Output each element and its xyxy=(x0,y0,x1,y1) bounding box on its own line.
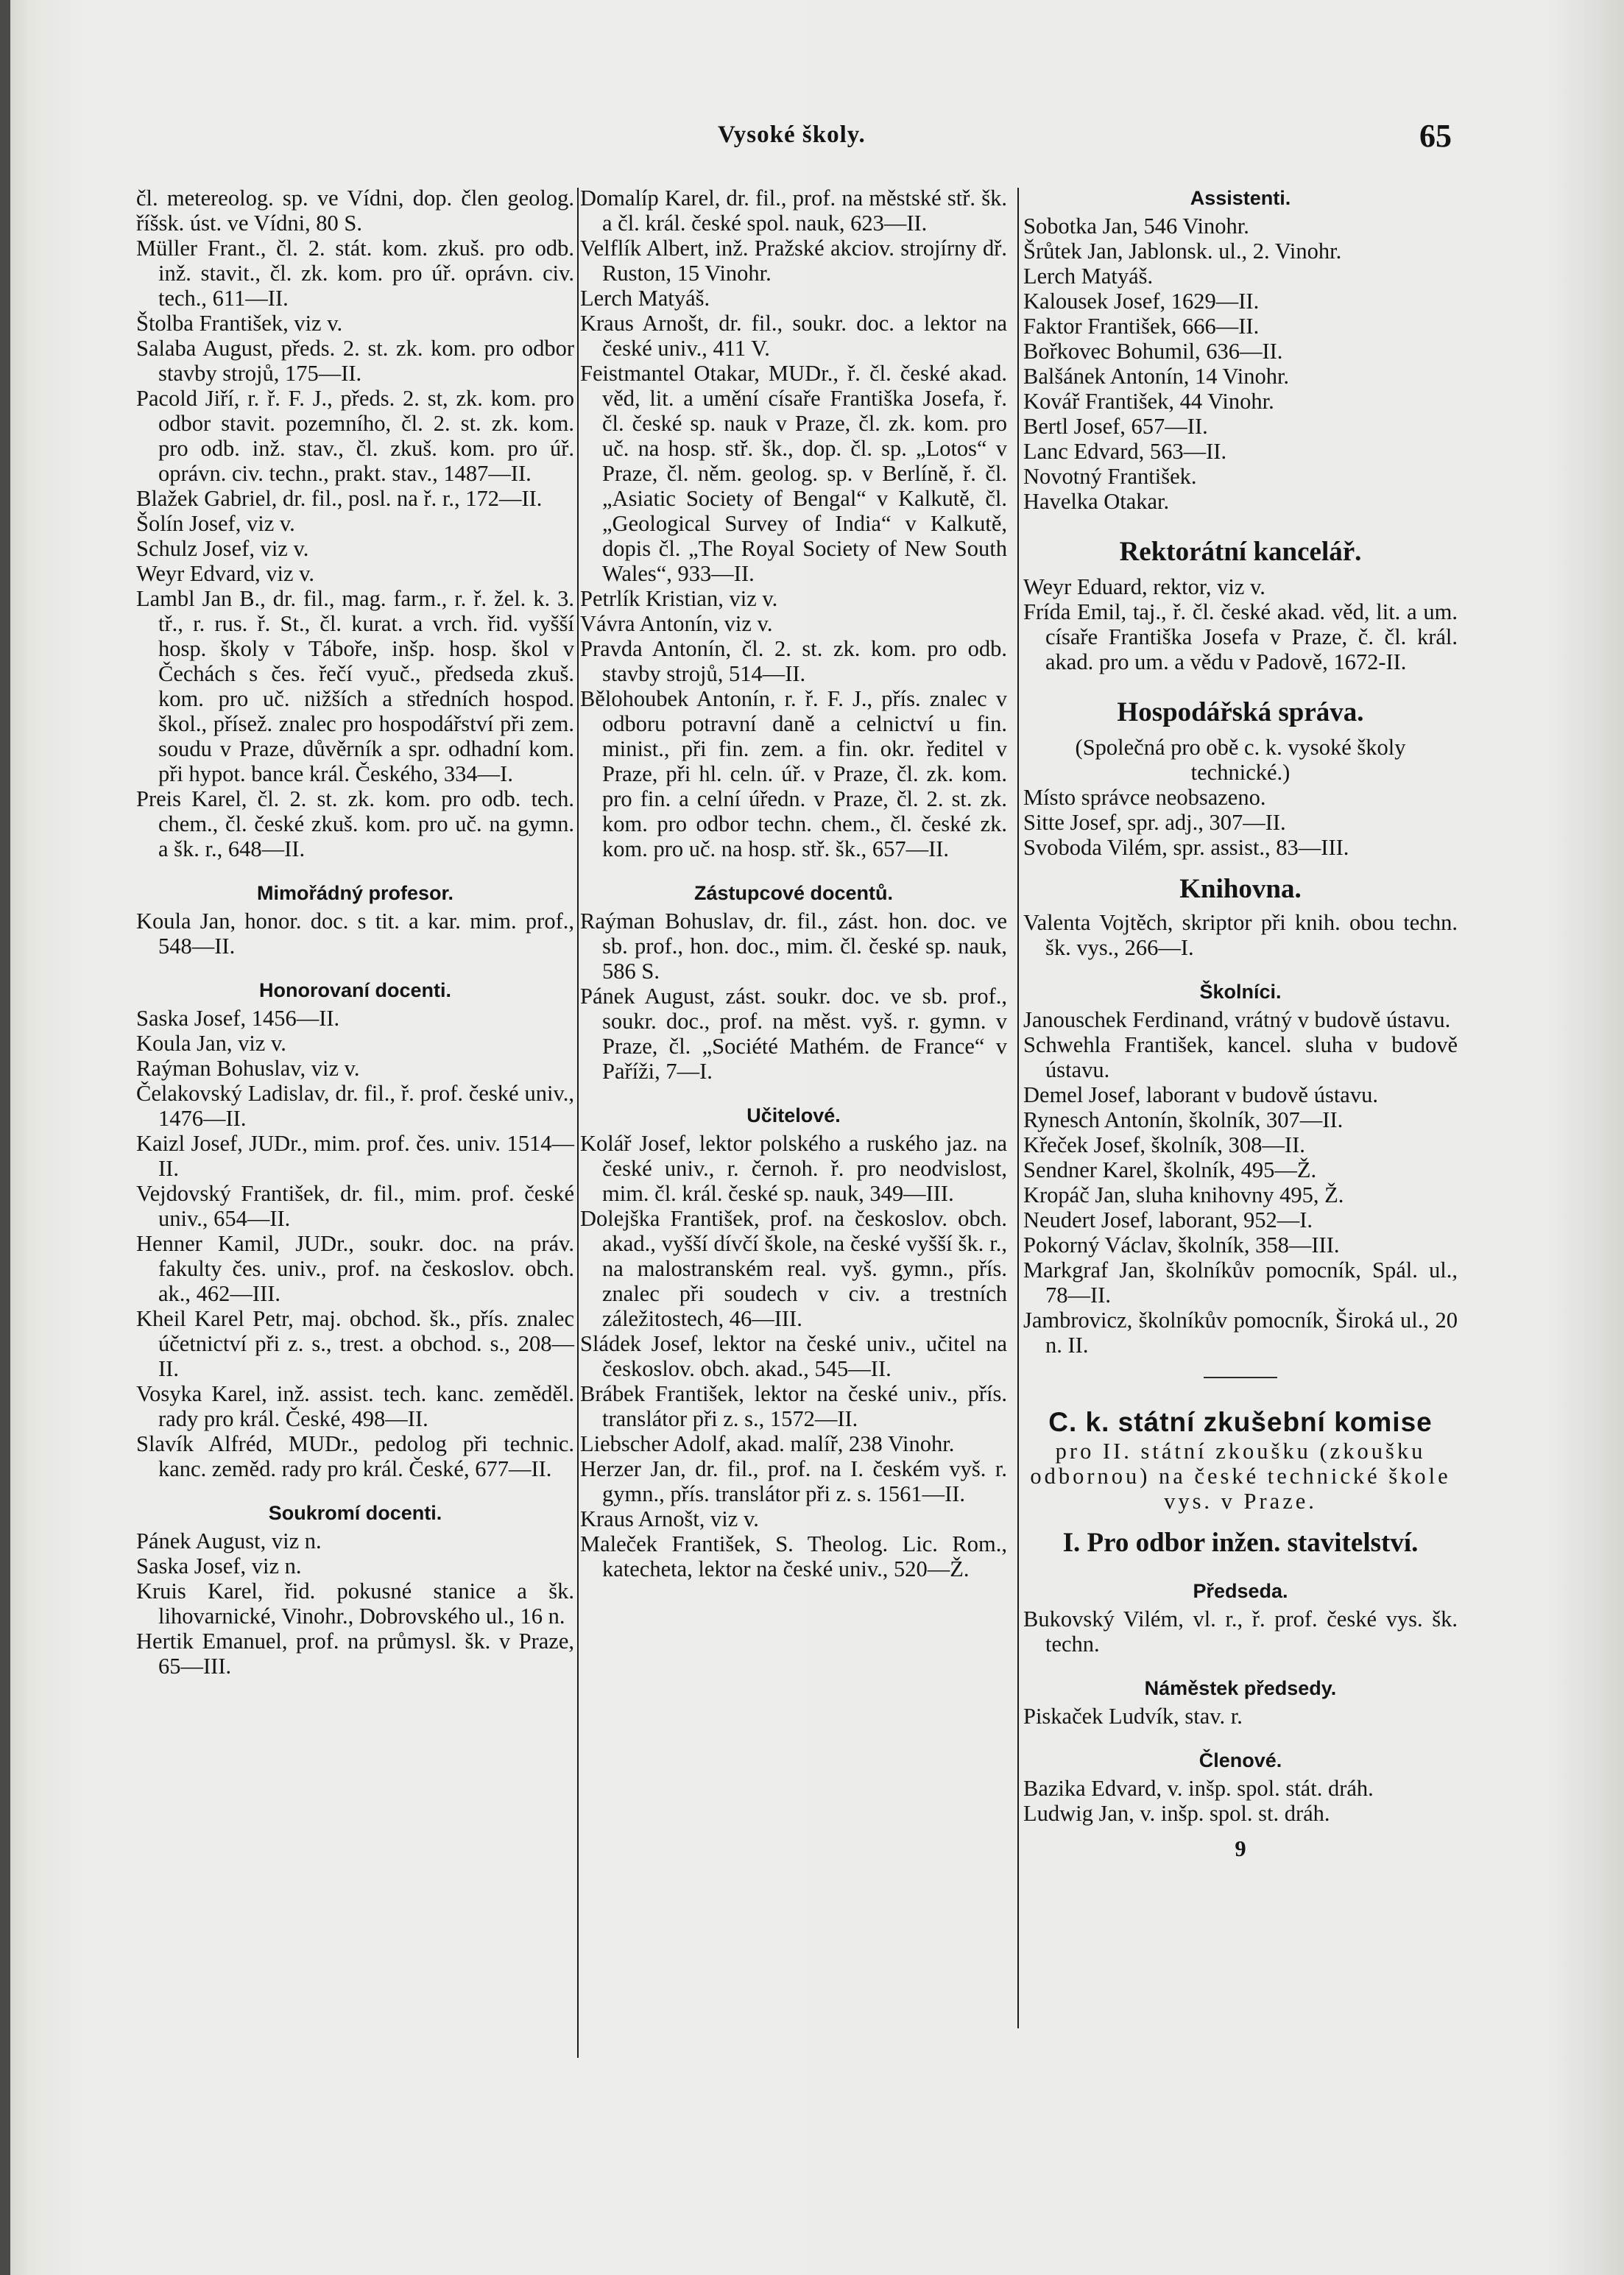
section-heading-predseda: Předseda. xyxy=(1193,1580,1288,1602)
entry: Demel Josef, laborant v budově ústavu. xyxy=(1023,1082,1378,1107)
entry: Domalíp Karel, dr. fil., prof. na městské stř. šk. a čl. král. české spol. nauk, 623—II. xyxy=(580,186,1007,236)
entry: Blažek Gabriel, dr. fil., posl. na ř. r., 172—II. xyxy=(136,486,543,511)
entry: Křeček Josef, školník, 308—II. xyxy=(1023,1132,1305,1157)
entry: Kropáč Jan, sluha knihovny 495, Ž. xyxy=(1023,1182,1344,1207)
entry: Svoboda Vilém, spr. assist., 83—III. xyxy=(1023,835,1349,860)
entry: Bělohoubek Antonín, r. ř. F. J., přís. znalec v odboru potravní daně a celnictví u fin. minist., při fin. zem. a fin. okr. ředitel v Praze, při hl. celn. úř. v Praze, čl. zk. kom. pro fin. a celní úředn. v Praze, čl. 2. st. zk. kom. pro odbor techn. chem., čl. české zk. kom. pro uč. na hosp. stř. šk., 657—II. xyxy=(580,686,1007,861)
entry: Lerch Matyáš. xyxy=(1023,264,1154,289)
entry: Pacold Jiří, r. ř. F. J., předs. 2. st, zk. kom. pro odbor stavit. pozemního, čl. 2. st. zk. kom. pro odb. inž. stav., čl. zkuš. kom. pro úř. oprávn. civ. techn., prakt. stav., 1487—II. xyxy=(136,386,574,486)
entries-continued xyxy=(136,186,574,861)
entry-continuation: čl. metereolog. sp. ve Vídni, dop. člen geolog. říšsk. úst. ve Vídni, 80 S. xyxy=(136,186,574,236)
entry: Valenta Vojtěch, skriptor při knih. obou techn. šk. vys., 266—I. xyxy=(1023,910,1458,960)
entry: Raýman Bohuslav, dr. fil., zást. hon. doc. ve sb. prof., hon. doc., mim. čl. české sp. nauk, 586 S. xyxy=(580,909,1007,984)
column-3 xyxy=(1023,186,1458,1861)
entry: Kraus Arnošt, dr. fil., soukr. doc. a lektor na české univ., 411 V. xyxy=(580,311,1007,361)
entry: Dolejška František, prof. na českoslov. obch. akad., vyšší dívčí škole, na české vyšší šk. r., na malostranském real. vyš. gymn., přís. znalec při soudech v civ. a trestních záležitostech, 46—III. xyxy=(580,1206,1007,1331)
entry: Kheil Karel Petr, maj. obchod. šk., přís. znalec účetnictví při z. s., trest. a obchod. s., 208—II. xyxy=(136,1306,574,1381)
entry: Saska Josef, 1456—II. xyxy=(136,1006,340,1031)
entry: Místo správce neobsazeno. xyxy=(1023,785,1266,810)
entry: Jambrovicz, školníkův pomocník, Široká ul., 20 n. II. xyxy=(1023,1308,1458,1358)
entry: Lanc Edvard, 563—II. xyxy=(1023,439,1227,464)
entry: Schulz Josef, viz v. xyxy=(136,536,309,561)
section-heading-soukromi: Soukromí docenti. xyxy=(268,1502,442,1524)
entry: Bukovský Vilém, vl. r., ř. prof. české vys. šk. techn. xyxy=(1023,1606,1458,1657)
separator-rule xyxy=(1204,1377,1277,1378)
entry: Kraus Arnošt, viz v. xyxy=(580,1506,759,1531)
entry: Janouschek Ferdinand, vrátný v budově ústavu. xyxy=(1023,1007,1451,1032)
entry: Kalousek Josef, 1629—II. xyxy=(1023,289,1260,314)
entry: Lerch Matyáš. xyxy=(580,286,710,311)
section-heading-skolnici: Školníci. xyxy=(1199,981,1282,1003)
entry: Šrůtek Jan, Jablonsk. ul., 2. Vinohr. xyxy=(1023,239,1342,264)
entry: Salaba August, předs. 2. st. zk. kom. pro odbor stavby strojů, 175—II. xyxy=(136,336,574,386)
section-heading-rektoratni: Rektorátní kancelář. xyxy=(1119,537,1362,567)
entry: Balšánek Antonín, 14 Vinohr. xyxy=(1023,364,1290,389)
page-header xyxy=(0,118,1624,158)
column-rule-right xyxy=(1017,188,1019,2028)
entry: Velflík Albert, inž. Pražské akciov. strojírny dř. Ruston, 15 Vinohr. xyxy=(580,236,1007,286)
entry: Maleček František, S. Theolog. Lic. Rom., katecheta, lektor na české univ., 520—Ž. xyxy=(580,1531,1007,1581)
section-heading-honorovani: Honorovaní docenti. xyxy=(258,979,451,1001)
entry: Saska Josef, viz n. xyxy=(136,1553,302,1579)
entry: Sitte Josef, spr. adj., 307—II. xyxy=(1023,810,1286,835)
entry: Henner Kamil, JUDr., soukr. doc. na práv. fakulty čes. univ., prof. na českoslov. obch. ak., 462—III. xyxy=(136,1231,574,1306)
entry: Markgraf Jan, školníkův pomocník, Spál. ul., 78—II. xyxy=(1023,1258,1458,1308)
column-rule-left xyxy=(577,188,579,2058)
signature-mark: 9 xyxy=(1235,1836,1246,1861)
entry: Lambl Jan B., dr. fil., mag. farm., r. ř. žel. k. 3. tř., r. rus. ř. St., čl. kurat. a vrch. řid. vyšší hosp. školy v Táboře, inšp. hosp. škol v Čechách s čes. řečí vyuč., předseda zkuš. kom. pro uč. nižších a středních hospod. škol., přísež. znalec pro hospodářství při zem. soudu v Praze, důvěrník a spr. odhadní kom. při hypot. bance král. Českého, 334—I. xyxy=(136,586,574,786)
entry: Bazika Edvard, v. inšp. spol. stát. dráh. xyxy=(1023,1776,1374,1801)
section-heading-clenove: Členové. xyxy=(1198,1749,1282,1771)
commission-subtitle: pro II. státní zkoušku (zkoušku odbornou) na české technické škole vys. v Praze. xyxy=(1030,1439,1451,1514)
entry: Sendner Karel, školník, 495—Ž. xyxy=(1023,1157,1317,1182)
entry: Piskaček Ludvík, stav. r. xyxy=(1023,1704,1243,1729)
section-heading-assistenti: Assistenti. xyxy=(1190,187,1291,209)
entry: Brábek František, lektor na české univ., přís. translátor při z. s., 1572—II. xyxy=(580,1381,1007,1431)
section-heading-mimoradny: Mimořádný profesor. xyxy=(256,882,454,904)
entry: Šolín Josef, viz v. xyxy=(136,511,295,536)
entry: Rynesch Antonín, školník, 307—II. xyxy=(1023,1107,1344,1132)
entry: Novotný František. xyxy=(1023,464,1197,489)
entry: Vávra Antonín, viz v. xyxy=(580,611,773,636)
entry: Hertik Emanuel, prof. na průmysl. šk. v Praze, 65—III. xyxy=(136,1629,574,1679)
column-1 xyxy=(136,186,574,1679)
entry: Štolba František, viz v. xyxy=(136,311,343,336)
entry: Liebscher Adolf, akad. malíř, 238 Vinohr. xyxy=(580,1431,955,1456)
entry: Preis Karel, čl. 2. st. zk. kom. pro odb. tech. chem., čl. české zkuš. kom. pro uč. na gymn. a šk. r., 648—II. xyxy=(136,786,574,861)
commission-title: C. k. státní zkušební komise xyxy=(1048,1407,1433,1437)
entry: Koula Jan, honor. doc. s tit. a kar. mim. prof., 548—II. xyxy=(136,909,574,959)
entry: Sládek Josef, lektor na české univ., učitel na českoslov. obch. akad., 545—II. xyxy=(580,1331,1007,1381)
entry: Slavík Alfréd, MUDr., pedolog při technic. kanc. zeměd. rady pro král. České, 677—II. xyxy=(136,1431,574,1481)
entry: Bořkovec Bohumil, 636—II. xyxy=(1023,339,1283,364)
page-number: 65 xyxy=(1419,118,1452,154)
entry: Havelka Otakar. xyxy=(1023,489,1170,514)
entry: Petrlík Kristian, viz v. xyxy=(580,586,778,611)
section-heading-knihovna: Knihovna. xyxy=(1179,874,1302,904)
running-title: Vysoké školy. xyxy=(718,121,866,148)
section-heading-zastupcove: Zástupcové docentů. xyxy=(693,882,894,904)
section-heading-odbor: I. Pro odbor inžen. stavitelství. xyxy=(1062,1528,1419,1558)
entry: Müller Frant., čl. 2. stát. kom. zkuš. pro odb. inž. stavit., čl. zk. kom. pro úř. oprávn. civ. tech., 611—II. xyxy=(136,236,574,311)
entry: Kolář Josef, lektor polského a ruského jaz. na české univ., r. černoh. ř. pro neodvislost, mim. čl. král. české sp. nauk, 349—III. xyxy=(580,1131,1007,1206)
entry: Vejdovský František, dr. fil., mim. prof. české univ., 654—II. xyxy=(136,1181,574,1231)
entry: Pokorný Václav, školník, 358—III. xyxy=(1023,1232,1340,1258)
entry: Schwehla František, kancel. sluha v budově ústavu. xyxy=(1023,1032,1458,1082)
entry: Ludwig Jan, v. inšp. spol. st. dráh. xyxy=(1023,1801,1330,1826)
entry: Frída Emil, taj., ř. čl. české akad. věd, lit. a um. císaře Františka Josefa v Praze, č. čl. král. akad. pro um. a vědu v Padově, 1672-II. xyxy=(1023,599,1458,674)
entry: Faktor František, 666—II. xyxy=(1023,314,1260,339)
entry: Kaizl Josef, JUDr., mim. prof. čes. univ. 1514—II. xyxy=(136,1131,574,1181)
entry: Vosyka Karel, inž. assist. tech. kanc. zeměděl. rady pro král. České, 498—II. xyxy=(136,1381,574,1431)
section-note: (Společná pro obě c. k. vysoké školy technické.) xyxy=(1075,735,1406,785)
entry: Weyr Eduard, rektor, viz v. xyxy=(1023,574,1265,599)
entry: Pánek August, viz n. xyxy=(136,1528,322,1553)
entry: Feistmantel Otakar, MUDr., ř. čl. české akad. věd, lit. a umění císaře Františka Josefa, ř. čl. české sp. nauk v Praze, čl. zk. kom. pro uč. na hosp. stř. šk., dop. čl. sp. „Lotos“ v Praze, čl. něm. geolog. sp. v Berlíně, ř. čl. „Asiatic Society of Bengal“ v Kalkutě, čl. „Geological Survey of India“ v Kalkutě, dopis čl. „The Royal Society of New South Wales“, 933—II. xyxy=(580,361,1007,586)
section-heading-namestek: Náměstek předsedy. xyxy=(1144,1677,1337,1699)
entry: Kruis Karel, řid. pokusné stanice a šk. lihovarnické, Vinohr., Dobrovského ul., 16 n. xyxy=(136,1579,574,1629)
entry: Čelakovský Ladislav, dr. fil., ř. prof. české univ., 1476—II. xyxy=(136,1081,574,1131)
page-edge xyxy=(0,0,10,2275)
entry: Weyr Edvard, viz v. xyxy=(136,561,315,586)
column-2 xyxy=(580,186,1007,1581)
entry: Pánek August, zást. soukr. doc. ve sb. prof., soukr. doc., prof. na měst. vyš. r. gymn. v Praze, čl. „Société Mathém. de France“ v Paříži, 7—I. xyxy=(580,984,1007,1084)
entry: Pravda Antonín, čl. 2. st. zk. kom. pro odb. stavby strojů, 514—II. xyxy=(580,636,1007,686)
section-heading-ucitelove: Učitelové. xyxy=(746,1104,841,1126)
entry: Koula Jan, viz v. xyxy=(136,1031,286,1056)
section-heading-hospodarska: Hospodářská správa. xyxy=(1117,697,1364,727)
entry: Raýman Bohuslav, viz v. xyxy=(136,1056,360,1081)
entry: Bertl Josef, 657—II. xyxy=(1023,414,1208,439)
entry: Kovář František, 44 Vinohr. xyxy=(1023,389,1274,414)
entry: Herzer Jan, dr. fil., prof. na I. českém vyš. r. gymn., přís. translátor při z. s. 1561—II. xyxy=(580,1456,1007,1506)
entry: Neudert Josef, laborant, 952—I. xyxy=(1023,1207,1313,1232)
entry: Sobotka Jan, 546 Vinohr. xyxy=(1023,214,1249,239)
